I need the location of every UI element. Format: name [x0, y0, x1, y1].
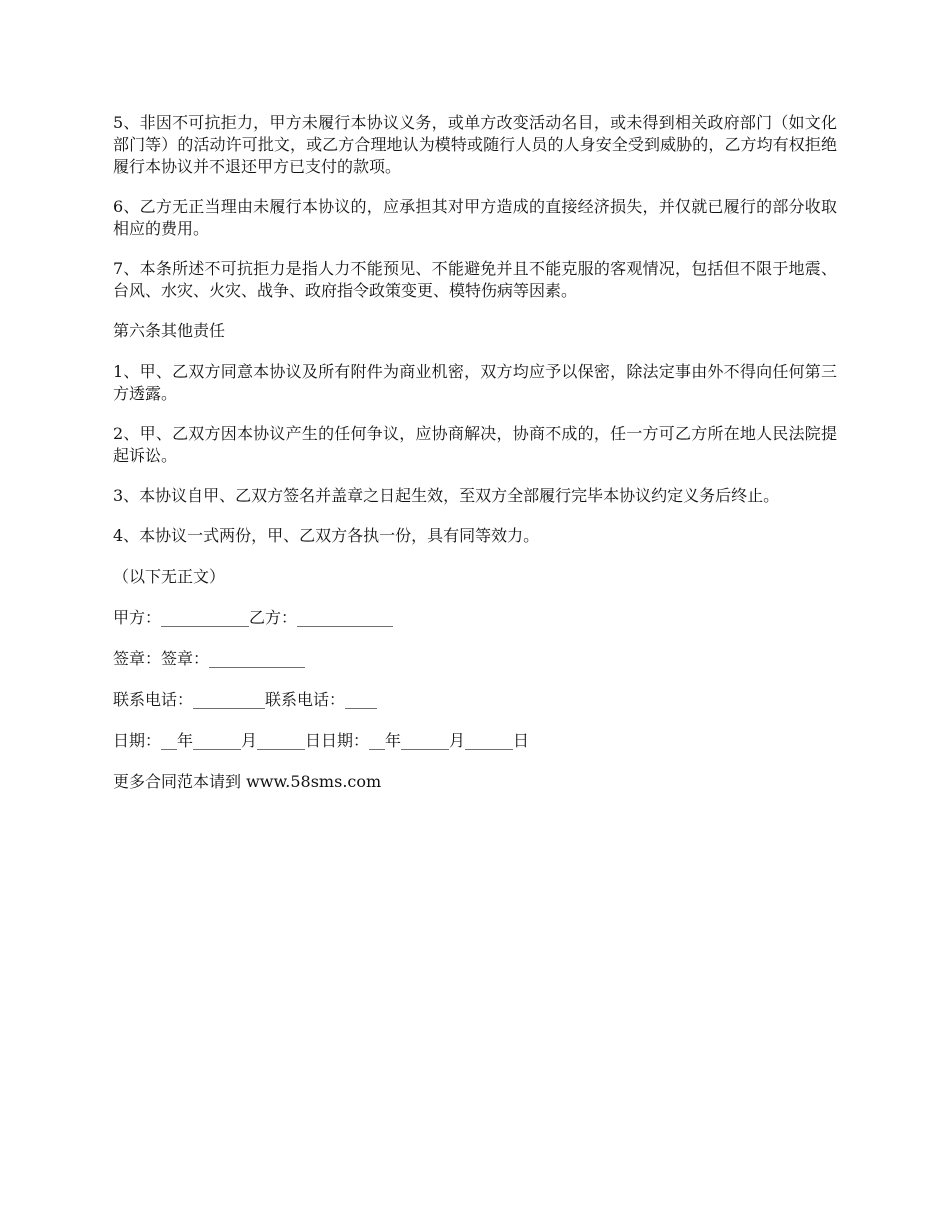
clause-5-paragraph: 5、非因不可抗拒力，甲方未履行本协议义务，或单方改变活动名目，或未得到相关政府部门（如文化部门等）的活动许可批文，或乙方合理地认为模特或随行人员的人身安全受到威胁的，乙方均有权拒绝履行本协议并不退还甲方已支付的款项。 — [113, 113, 837, 176]
date-line: 日期：__年______月______日日期：__年______月______日 — [113, 731, 530, 750]
signature-line: 签章：签章：____________ — [113, 649, 306, 668]
article-6-clause-2: 2、甲、乙双方因本协议产生的任何争议，应协商解决，协商不成的，任一方可乙方所在地人民法院提起诉讼。 — [113, 424, 837, 465]
clause-6-paragraph: 6、乙方无正当理由未履行本协议的，应承担其对甲方造成的直接经济损失，并仅就已履行的部分收取相应的费用。 — [113, 197, 837, 238]
phone-line: 联系电话：_________联系电话：____ — [113, 690, 378, 709]
article-6-clause-4: 4、本协议一式两份，甲、乙双方各执一份，具有同等效力。 — [113, 526, 540, 545]
article-6-clause-3: 3、本协议自甲、乙双方签名并盖章之日起生效，至双方全部履行完毕本协议约定义务后终止。 — [113, 486, 780, 505]
parties-line: 甲方：___________乙方：____________ — [113, 608, 394, 627]
article-6-heading: 第六条其他责任 — [113, 321, 226, 340]
clause-7-paragraph: 7、本条所述不可抗拒力是指人力不能预见、不能避免并且不能克服的客观情况，包括但不限于地震、台风、水灾、火灾、战争、政府指令政策变更、模特伤病等因素。 — [113, 259, 837, 300]
footer-link-text: 更多合同范本请到 www.58sms.com — [113, 772, 382, 791]
document-body — [113, 112, 837, 812]
no-further-text-note: （以下无正文） — [113, 567, 226, 586]
article-6-clause-1: 1、甲、乙双方同意本协议及所有附件为商业机密，双方均应予以保密，除法定事由外不得向任何第三方透露。 — [113, 362, 837, 403]
